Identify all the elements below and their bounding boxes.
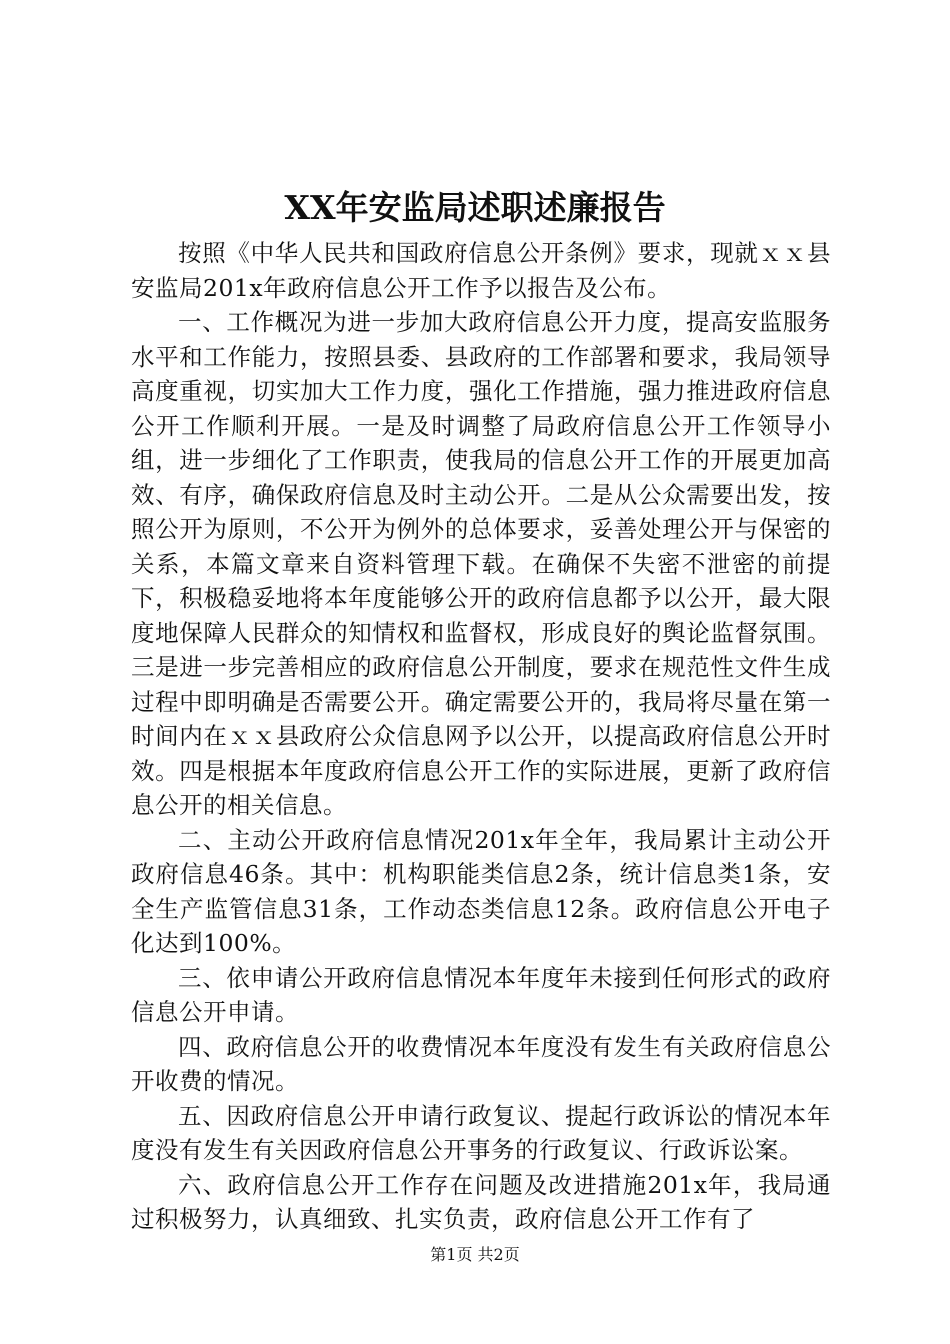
paragraph-reconsideration: 五、因政府信息公开申请行政复议、提起行政诉讼的情况本年度没有发生有关因政府信息公开事务的行政复议、行政诉讼案。 xyxy=(131,1101,831,1164)
page-number: 第1页 共2页 xyxy=(430,1245,520,1264)
paragraph-intro: 按照《中华人民共和国政府信息公开条例》要求，现就ｘｘ县安监局201x年政府信息公开工作予以报告及公布。 xyxy=(131,239,831,302)
paragraph-overview: 一、工作概况为进一步加大政府信息公开力度，提高安监服务水平和工作能力，按照县委、县政府的工作部署和要求，我局领导高度重视，切实加大工作力度，强化工作措施，强力推进政府信息公开工作顺利开展。一是及时调整了局政府信息公开工作领导小组，进一步细化了工作职责，使我局的信息公开工作的开展更加高效、有序，确保政府信息及时主动公开。二是从公众需要出发，按照公开为原则，不公开为例外的总体要求，妥善处理公开与保密的关系，本篇文章来自资料管理下载。在确保不失密不泄密的前提下，积极稳妥地将本年度能够公开的政府信息都予以公开，最大限度地保障人民群众的知情权和监督权，形成良好的舆论监督氛围。三是进一步完善相应的政府信息公开制度，要求在规范性文件生成过程中即明确是否需要公开。确定需要公开的，我局将尽量在第一时间内在ｘｘ县政府公众信息网予以公开，以提高政府信息公开时效。四是根据本年度政府信息公开工作的实际进展，更新了政府信息公开的相关信息。 xyxy=(131,308,831,819)
paragraph-active-disclosure: 二、主动公开政府信息情况201x年全年，我局累计主动公开政府信息46条。其中：机构职能类信息2条，统计信息类1条，安全生产监管信息31条，工作动态类信息12条。政府信息公开电子化达到100%。 xyxy=(131,825,831,957)
paragraph-application-disclosure: 三、依申请公开政府信息情况本年度年未接到任何形式的政府信息公开申请。 xyxy=(131,963,831,1026)
document-title: XX年安监局述职述廉报告 xyxy=(284,188,666,227)
document-body xyxy=(131,236,831,1237)
paragraph-fees: 四、政府信息公开的收费情况本年度没有发生有关政府信息公开收费的情况。 xyxy=(131,1032,831,1095)
paragraph-problems: 六、政府信息公开工作存在问题及改进措施201x年，我局通过积极努力，认真细致、扎实负责，政府信息公开工作有了 xyxy=(131,1170,831,1233)
